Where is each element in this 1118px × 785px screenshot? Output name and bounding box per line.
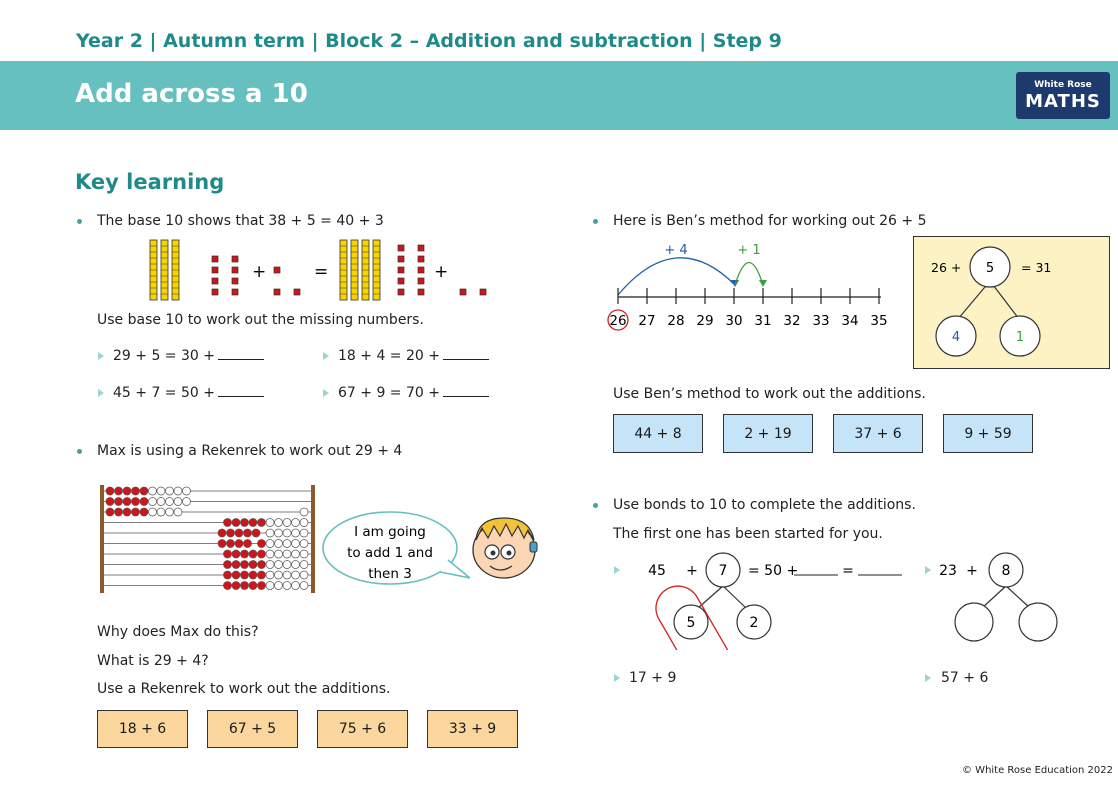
base10-statement: The base 10 shows that 38 + 5 = 40 + 3 xyxy=(97,213,384,229)
ben-card-1: 44 + 8 xyxy=(613,414,703,453)
rekenrek-bead xyxy=(275,529,283,537)
rekenrek-bead xyxy=(266,571,274,579)
rekenrek-bead xyxy=(283,571,291,579)
ones-cubes-right xyxy=(398,245,424,295)
ben-card-3: 37 + 6 xyxy=(833,414,923,453)
rekenrek-bead xyxy=(241,519,249,527)
tens-rods-left xyxy=(150,240,179,300)
rekenrek-bead xyxy=(241,582,249,590)
rekenrek-bead xyxy=(224,550,232,558)
base10-plus-sign: + xyxy=(252,262,267,282)
box-part-1: 4 xyxy=(951,330,961,345)
base10-instruction: Use base 10 to work out the missing numbers. xyxy=(97,312,424,328)
rekenrek-bead xyxy=(106,487,114,495)
rekenrek-statement: Max is using a Rekenrek to work out 29 + 4 xyxy=(97,443,403,459)
base10-equals-sign: = xyxy=(314,262,329,282)
bullet-icon xyxy=(77,449,82,454)
number-line-label: 28 xyxy=(667,313,685,329)
bonds-q2-first: 23 xyxy=(939,563,957,579)
breadcrumb: Year 2 | Autumn term | Block 2 – Addition and subtraction | Step 9 xyxy=(76,30,782,52)
number-line-label: 30 xyxy=(725,313,743,329)
ones-cube xyxy=(294,289,300,295)
rekenrek-bead xyxy=(283,582,291,590)
rekenrek-bead xyxy=(123,508,131,516)
rekenrek-bead xyxy=(224,582,232,590)
ones-cube xyxy=(232,289,238,295)
rekenrek-bead xyxy=(249,571,257,579)
part-whole-box xyxy=(913,236,1110,369)
max-character-icon xyxy=(468,512,544,582)
jump-label-2: + 1 xyxy=(737,243,761,258)
rekenrek-question-1: Why does Max do this? xyxy=(97,624,259,640)
rekenrek-bead xyxy=(232,519,240,527)
rekenrek-bead xyxy=(300,561,308,569)
ben-card-4: 9 + 59 xyxy=(943,414,1033,453)
rekenrek-rows xyxy=(104,487,311,590)
rekenrek-bead xyxy=(300,508,308,516)
rekenrek-bead xyxy=(292,571,300,579)
rekenrek-bead xyxy=(235,529,243,537)
rekenrek-bead xyxy=(149,498,157,506)
bonds-q1-rest: = 50 + xyxy=(748,563,799,579)
bonds-question-4: 57 + 6 xyxy=(941,670,989,686)
rekenrek-bead xyxy=(300,571,308,579)
rekenrek-bead xyxy=(232,550,240,558)
rekenrek-bead xyxy=(275,519,283,527)
rekenrek-bead xyxy=(300,519,308,527)
rekenrek-bead xyxy=(140,487,148,495)
rekenrek-bead xyxy=(157,487,165,495)
number-line-label: 32 xyxy=(783,313,801,329)
rekenrek-bead xyxy=(292,582,300,590)
rekenrek-bead xyxy=(292,519,300,527)
rekenrek-bead xyxy=(174,498,182,506)
ones-cube xyxy=(232,267,238,273)
rekenrek-bead xyxy=(157,498,165,506)
rekenrek-bead xyxy=(249,561,257,569)
arrow-bullet-icon xyxy=(925,566,931,574)
number-line-label: 27 xyxy=(638,313,656,329)
rekenrek-bead xyxy=(115,498,123,506)
base10-question-4: 67 + 9 = 70 + xyxy=(338,385,489,401)
bonds-statement: Use bonds to 10 to complete the additions. xyxy=(613,497,916,513)
rekenrek-bead xyxy=(174,508,182,516)
rekenrek-bead xyxy=(241,571,249,579)
bonds-q1-plus: + xyxy=(686,563,698,579)
rekenrek-bead xyxy=(132,498,140,506)
page-title: Add across a 10 xyxy=(75,79,308,109)
bonds-q1-equals: = xyxy=(842,563,854,579)
rekenrek-bead xyxy=(249,519,257,527)
rekenrek-bead xyxy=(227,529,235,537)
rekenrek-bead xyxy=(258,550,266,558)
rekenrek-bead xyxy=(166,498,174,506)
rekenrek-bead xyxy=(283,561,291,569)
rekenrek-bead xyxy=(224,519,232,527)
rekenrek-bead xyxy=(224,561,232,569)
arrow-bullet-icon xyxy=(98,352,104,360)
rekenrek-bead xyxy=(300,550,308,558)
ones-cube xyxy=(418,245,424,251)
ones-cube xyxy=(274,289,280,295)
rekenrek-bead xyxy=(183,487,191,495)
speech-line-3: then 3 xyxy=(368,566,412,582)
rekenrek-bead xyxy=(283,550,291,558)
jump-label-1: + 4 xyxy=(664,243,688,258)
box-right-text: = 31 xyxy=(1021,260,1052,275)
bullet-icon xyxy=(593,503,598,508)
ben-card-2: 2 + 19 xyxy=(723,414,813,453)
rekenrek-bead xyxy=(258,561,266,569)
rekenrek-bead xyxy=(232,571,240,579)
rekenrek-bead xyxy=(218,540,226,548)
rekenrek-bead xyxy=(266,550,274,558)
ones-cube xyxy=(418,256,424,262)
ones-cube xyxy=(398,278,404,284)
ones-cube xyxy=(480,289,486,295)
rekenrek-bead xyxy=(258,582,266,590)
arrow-bullet-icon xyxy=(614,674,620,682)
rekenrek-bead xyxy=(132,508,140,516)
rekenrek-bead xyxy=(174,487,182,495)
rekenrek-bead xyxy=(258,571,266,579)
rekenrek-bead xyxy=(166,487,174,495)
rekenrek-bead xyxy=(123,487,131,495)
ones-cube xyxy=(418,278,424,284)
rekenrek-bead xyxy=(275,561,283,569)
rekenrek-instruction: Use a Rekenrek to work out the additions. xyxy=(97,681,391,697)
rekenrek-bead xyxy=(244,540,252,548)
bonds-q2-plus: + xyxy=(966,563,978,579)
rekenrek-question-2: What is 29 + 4? xyxy=(97,653,209,669)
speech-bubble xyxy=(320,508,470,594)
logo-top-text: White Rose xyxy=(1034,80,1092,90)
ones-cube xyxy=(398,267,404,273)
speech-line-2: to add 1 and xyxy=(347,545,433,561)
base10-question-3: 45 + 7 = 50 + xyxy=(113,385,264,401)
rekenrek-bead xyxy=(115,487,123,495)
bonds-q1-first: 45 xyxy=(648,563,666,579)
rekenrek-bead xyxy=(235,540,243,548)
rekenrek-bead xyxy=(258,540,266,548)
bonds-q1-part-2: 2 xyxy=(749,615,759,631)
ones-cube xyxy=(232,278,238,284)
rekenrek-bead xyxy=(266,540,274,548)
number-line-label: 31 xyxy=(754,313,772,329)
number-line-ticks xyxy=(609,288,887,329)
bullet-icon xyxy=(593,219,598,224)
rekenrek-bead xyxy=(157,508,165,516)
bonds-q1-part-1: 5 xyxy=(686,615,696,631)
rekenrek-bead xyxy=(300,529,308,537)
rekenrek-bead xyxy=(241,550,249,558)
section-title: Key learning xyxy=(75,170,225,194)
rekenrek-bead xyxy=(266,561,274,569)
rekenrek-bead xyxy=(244,529,252,537)
copyright: © White Rose Education 2022 xyxy=(962,765,1114,776)
base10-plus-sign-2: + xyxy=(434,262,449,282)
rekenrek-bead xyxy=(232,561,240,569)
arrow-bullet-icon xyxy=(614,566,620,574)
box-part-2: 1 xyxy=(1015,330,1025,345)
rekenrek-bead xyxy=(224,571,232,579)
ones-cube xyxy=(418,267,424,273)
number-line-label: 33 xyxy=(812,313,830,329)
rekenrek-card-3: 75 + 6 xyxy=(317,710,408,748)
rekenrek-bead xyxy=(249,582,257,590)
rekenrek-bead xyxy=(166,508,174,516)
part-whole-model xyxy=(914,237,1109,368)
rekenrek-bead xyxy=(140,498,148,506)
ones-cube xyxy=(212,256,218,262)
arrow-bullet-icon xyxy=(323,352,329,360)
rekenrek-card-4: 33 + 9 xyxy=(427,710,518,748)
rekenrek-bead xyxy=(292,561,300,569)
rekenrek-card-2: 67 + 5 xyxy=(207,710,298,748)
rekenrek-bead xyxy=(258,519,266,527)
rekenrek-bead xyxy=(106,508,114,516)
base10-blocks-image xyxy=(140,236,500,306)
ones-cube xyxy=(398,256,404,262)
rekenrek-bead xyxy=(249,550,257,558)
ones-cube xyxy=(212,289,218,295)
ones-cube xyxy=(398,289,404,295)
bonds-q2-second: 8 xyxy=(1001,563,1011,579)
ones-cube xyxy=(212,267,218,273)
box-left-text: 26 + xyxy=(931,260,962,275)
ones-cube xyxy=(274,267,280,273)
bonds-question-3: 17 + 9 xyxy=(629,670,677,686)
rekenrek-bead xyxy=(275,550,283,558)
bonds-question-1-diagram xyxy=(630,546,920,650)
rekenrek-bead xyxy=(149,508,157,516)
rekenrek-bead xyxy=(292,550,300,558)
bonds-question-2-diagram xyxy=(936,546,1066,646)
rekenrek-bead xyxy=(241,561,249,569)
logo-bottom-text: MATHS xyxy=(1025,91,1101,112)
rekenrek-bead xyxy=(252,529,260,537)
rekenrek-bead xyxy=(275,582,283,590)
rekenrek-bead xyxy=(140,508,148,516)
rekenrek-bead xyxy=(283,540,291,548)
ben-instruction: Use Ben’s method to work out the additions. xyxy=(613,386,926,402)
arrow-bullet-icon xyxy=(98,389,104,397)
rekenrek-bead xyxy=(266,582,274,590)
rekenrek-bead xyxy=(132,487,140,495)
rekenrek-bead xyxy=(183,498,191,506)
speech-line-1: I am going xyxy=(354,524,426,540)
rekenrek-bead xyxy=(283,519,291,527)
tens-rods-right xyxy=(340,240,380,300)
ones-cubes-added xyxy=(274,267,300,295)
rekenrek-card-1: 18 + 6 xyxy=(97,710,188,748)
bonds-q1-second: 7 xyxy=(718,563,728,579)
ones-cube xyxy=(460,289,466,295)
ones-cubes-left xyxy=(212,256,238,295)
rekenrek-bead xyxy=(106,498,114,506)
rekenrek-bead xyxy=(300,582,308,590)
ones-cube xyxy=(398,245,404,251)
number-line-label: 26 xyxy=(609,313,627,329)
number-line-label: 35 xyxy=(870,313,888,329)
rekenrek-bead xyxy=(115,508,123,516)
ones-cube xyxy=(232,256,238,262)
number-line-label: 29 xyxy=(696,313,714,329)
number-line-image xyxy=(600,236,900,340)
rekenrek-bead xyxy=(300,540,308,548)
rekenrek-bead xyxy=(283,529,291,537)
rekenrek-bead xyxy=(292,540,300,548)
arrow-bullet-icon xyxy=(925,674,931,682)
bullet-icon xyxy=(77,219,82,224)
ben-statement: Here is Ben’s method for working out 26 + 5 xyxy=(613,213,927,229)
rekenrek-bead xyxy=(292,529,300,537)
base10-question-2: 18 + 4 = 20 + xyxy=(338,348,489,364)
rekenrek-bead xyxy=(149,487,157,495)
bonds-started-note: The first one has been started for you. xyxy=(613,526,883,542)
rekenrek-bead xyxy=(227,540,235,548)
rekenrek-bead xyxy=(266,519,274,527)
rekenrek-bead xyxy=(232,582,240,590)
rekenrek-bead xyxy=(275,571,283,579)
ones-cubes-remaining xyxy=(460,289,486,295)
rekenrek-image xyxy=(96,482,322,598)
ones-cube xyxy=(418,289,424,295)
arrow-bullet-icon xyxy=(323,389,329,397)
rekenrek-bead xyxy=(123,498,131,506)
number-line-label: 34 xyxy=(841,313,859,329)
base10-question-1: 29 + 5 = 30 + xyxy=(113,348,264,364)
white-rose-maths-logo xyxy=(1016,72,1110,119)
rekenrek-bead xyxy=(266,529,274,537)
rekenrek-bead xyxy=(275,540,283,548)
box-whole-value: 5 xyxy=(985,261,995,276)
rekenrek-bead xyxy=(218,529,226,537)
ones-cube xyxy=(212,278,218,284)
